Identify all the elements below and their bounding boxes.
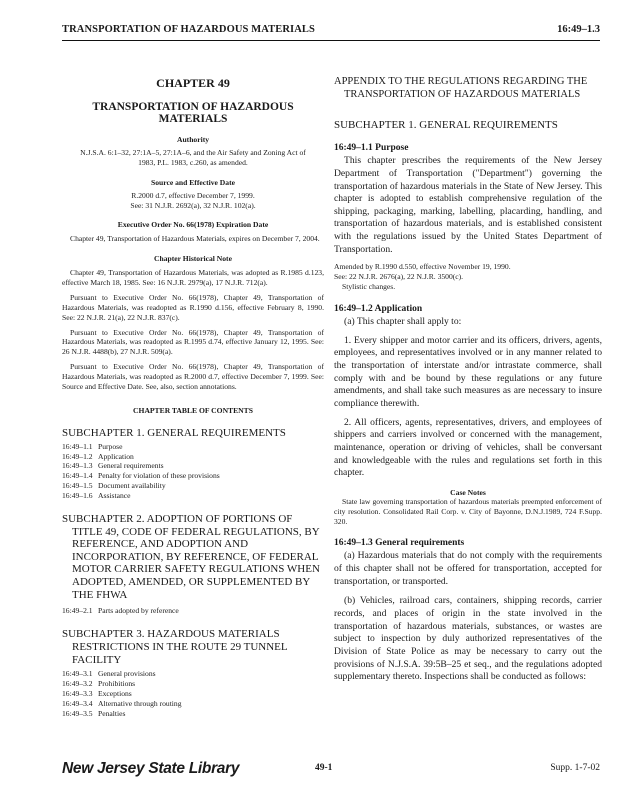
section-text: 1. Every shipper and motor carrier and its officers, drivers, agents, employees, and representatives involved or in any manner related to the transportation of interstate and/or intrastate commerce, shall comply with and be bound by these regulations or any future amendments, and shall take such measures as are necessary to insure compliance therewith. — [334, 334, 602, 409]
amendment-line: See: 22 N.J.R. 2676(a), 22 N.J.R. 3500(c). — [334, 272, 464, 282]
section-heading: 16:49–1.2 Application — [334, 304, 423, 315]
supplement-date: Supp. 1-7-02 — [550, 763, 600, 773]
toc-subchapter-3: SUBCHAPTER 3. HAZARDOUS MATERIALS RESTRICTIONS IN THE ROUTE 29 TUNNEL FACILITY — [62, 628, 288, 666]
toc-entry[interactable] — [62, 471, 324, 481]
exec-order-heading: Executive Order No. 66(1978) Expiration Date — [117, 220, 269, 230]
page-footer — [62, 760, 600, 784]
toc-entry-number: 16:49–3.3 — [62, 688, 93, 698]
toc-entry-title: Parts adopted by reference — [98, 606, 179, 616]
toc-entry-title: Alternative through routing — [98, 698, 182, 708]
case-notes-heading: Case Notes — [450, 487, 486, 497]
toc-entry[interactable] — [62, 491, 324, 501]
toc-entry-title: Purpose — [98, 441, 123, 451]
toc-entry-title: General provisions — [98, 669, 156, 679]
toc-entry-title: Application — [98, 451, 134, 461]
toc-entry[interactable] — [62, 699, 324, 709]
toc-entry-title: General requirements — [98, 461, 164, 471]
section-text: (b) Vehicles, railroad cars, containers, shipping records, carrier records, and places of origin in the state involved in the transportation of hazardous materials, substances, or wastes are subject to inspection by duly authorized representatives of the Division of State Police as may be necessary to carry out the provisions of N.J.S.A. 39:5B–25 et seq., and the regulations adopted supplementary thereto. Inspections shall be conducted as follows: — [334, 595, 602, 683]
section-heading: 16:49–1.1 Purpose — [334, 143, 409, 154]
toc-entry-number: 16:49–1.3 — [62, 461, 93, 471]
historical-note-para: Chapter 49, Transportation of Hazardous Materials, was adopted as R.1985 d.123, effective March 18, 1985. See: 16 N.J.R. 2979(a), 17 N.J.R. 712(a). — [62, 268, 324, 288]
section-heading: 16:49–1.3 General requirements — [334, 538, 465, 549]
toc-entry-title: Penalty for violation of these provisions — [98, 471, 220, 481]
toc-entry[interactable] — [62, 481, 324, 491]
toc-entry[interactable] — [62, 452, 324, 462]
source-heading: Source and Effective Date — [150, 177, 235, 187]
toc-entry[interactable] — [62, 709, 324, 719]
authority-text: N.J.S.A. 6:1–32, 27:1A–5, 27:1A–6, and the Air Safety and Zoning Act of 1983, P.L. 1983, c.260, as amended. — [80, 148, 306, 167]
case-notes-text: State law governing transportation of hazardous materials preempted enforcement of city resolution. Consolidated Rail Corp. v. City of Bayonne, D.N.J.1989, 724 F.Supp. 320. — [334, 496, 602, 526]
section-text: 2. All officers, agents, representatives, drivers, and employees of shippers and carriers involved or concerned with the management, maintenance, operation or driving of vehicles, shall be conversant and knowledgeable with the rules and regulations set forth in this chapter. — [334, 416, 602, 479]
toc-heading: CHAPTER TABLE OF CONTENTS — [133, 405, 253, 415]
toc-entry-number: 16:49–1.2 — [62, 451, 93, 461]
page-number: 49-1 — [315, 763, 333, 773]
toc-entry-number: 16:49–1.6 — [62, 491, 93, 501]
section-text: (a) This chapter shall apply to: — [344, 316, 462, 328]
toc-list-1 — [62, 442, 324, 501]
appendix-title: APPENDIX TO THE REGULATIONS REGARDING THE TRANSPORTATION OF HAZARDOUS MATERIALS — [334, 76, 588, 100]
authority-heading: Authority — [176, 135, 210, 144]
subchapter-title: SUBCHAPTER 1. GENERAL REQUIREMENTS — [334, 119, 558, 132]
toc-entry-title: Penalties — [98, 708, 126, 718]
source-line-2: See: 31 N.J.R. 2692(a), 32 N.J.R. 102(a). — [130, 200, 256, 210]
toc-subchapter-2: SUBCHAPTER 2. ADOPTION OF PORTIONS OF TITLE 49, CODE OF FEDERAL REGULATIONS, BY REFERENCE, AND ADOPTION AND INCORPORATION, BY REFERENCE, OF FEDERAL MOTOR CARRIER SAFETY REGULATIONS WHEN ADOPTED, AMENDED, OR SUPPLEMENTED BY THE FHWA — [62, 512, 320, 601]
toc-entry[interactable] — [62, 669, 324, 679]
header-title: TRANSPORTATION OF HAZARDOUS MATERIALS — [62, 24, 315, 35]
toc-list-2 — [62, 606, 324, 616]
toc-entry[interactable] — [62, 442, 324, 452]
toc-entry-number: 16:49–3.4 — [62, 698, 93, 708]
toc-entry-number: 16:49–2.1 — [62, 606, 93, 616]
source-line-1: R.2000 d.7, effective December 7, 1999. — [131, 190, 255, 200]
toc-entry-number: 16:49–3.2 — [62, 679, 93, 689]
toc-entry[interactable] — [62, 679, 324, 689]
section-text: This chapter prescribes the requirements of the New Jersey Department of Transportation ("Department") governing the transportation of hazardous materials in the State of New Jersey. This chapter is adopted to establish comprehensive regulation of the shipping, packaging, marking, labelling, placarding, handling, and transportation of hazardous materials, and is established consistent with the regulations issued by the United States Department of Transportation. — [334, 155, 602, 255]
historical-note-para: Pursuant to Executive Order No. 66(1978), Chapter 49, Transportation of Hazardous Materials, was readopted as R.1995 d.74, effective January 12, 1995. See: 26 N.J.R. 4488(b), 27 N.J.R. 509(a). — [62, 327, 324, 357]
toc-list-3 — [62, 669, 324, 718]
toc-entry[interactable] — [62, 689, 324, 699]
library-logo: New Jersey State Library — [62, 760, 240, 777]
amendment-line: Amended by R.1990 d.550, effective November 19, 1990. — [334, 262, 511, 272]
toc-entry-number: 16:49–1.5 — [62, 481, 93, 491]
toc-entry-number: 16:49–1.4 — [62, 471, 93, 481]
header-section: 16:49–1.3 — [557, 24, 600, 35]
section-text: (a) Hazardous materials that do not comply with the requirements of this chapter shall not be offered for transportation, accepted for transportation, or transported. — [334, 550, 602, 587]
chapter-title: TRANSPORTATION OF HAZARDOUS MATERIALS — [92, 101, 294, 125]
toc-entry-title: Prohibitions — [98, 679, 136, 689]
right-column — [334, 70, 602, 684]
historical-note-para: Pursuant to Executive Order No. 66(1978), Chapter 49, Transportation of Hazardous Materials, was readopted as R.1990 d.156, effective February 8, 1990. See: 22 N.J.R. 21(a), 22 N.J.R. 837(c). — [62, 293, 324, 322]
left-column — [62, 70, 324, 718]
toc-entry[interactable] — [62, 461, 324, 471]
chapter-number: CHAPTER 49 — [156, 76, 230, 90]
historical-note-para: Pursuant to Executive Order No. 66(1978), Chapter 49, Transportation of Hazardous Materials, was readopted as R.2000 d.7, effective December 7, 1999. See: Source and Effective Date. See, also, section annotations. — [62, 362, 324, 391]
exec-order-text: Chapter 49, Transportation of Hazardous Materials, expires on December 7, 2004. — [70, 234, 320, 244]
toc-entry-number: 16:49–3.1 — [62, 669, 93, 679]
toc-entry-title: Exceptions — [98, 688, 132, 698]
toc-entry-title: Document availability — [98, 481, 166, 491]
toc-subchapter-1: SUBCHAPTER 1. GENERAL REQUIREMENTS — [62, 426, 286, 439]
historical-note-heading: Chapter Historical Note — [154, 254, 232, 264]
toc-entry-number: 16:49–1.1 — [62, 441, 93, 451]
amendment-line: Stylistic changes. — [342, 282, 396, 292]
toc-entry-number: 16:49–3.5 — [62, 708, 93, 718]
toc-entry[interactable] — [62, 606, 324, 616]
running-header — [62, 22, 600, 41]
toc-entry-title: Assistance — [98, 491, 131, 501]
